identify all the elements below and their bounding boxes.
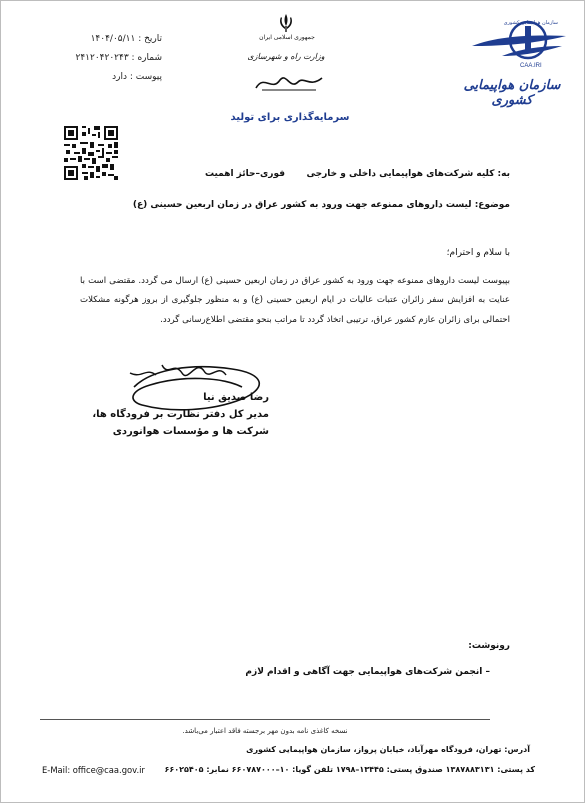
iran-emblem-icon — [276, 12, 296, 34]
logo-caption: CAA.IRI — [520, 63, 542, 69]
urgency-label: فوری–حائز اهمیت — [204, 169, 285, 179]
subject-line: موضوع: لیست داروهای ممنوعه جهت ورود به کشور عراق در زمان اربعین حسینی (ع) — [132, 200, 510, 210]
emblem-caption: جمهوری اسلامی ایران — [259, 34, 315, 41]
footer-contact: کد پستی: ۱۳۸۷۸۸۳۱۳۱ صندوق پستی: ۱۳۴۴۵–۱۷۹۸ تلفن گویا: ۱۰–۶۶۰۷۸۷۰۰۰ نمابر: ۶۶۰۲۵۴۰۵ — [164, 765, 535, 774]
footer-divider — [40, 719, 490, 720]
letter-meta — [12, 30, 162, 87]
org-name: سازمان هواپیمایی کشوری — [463, 78, 561, 108]
footer-email[interactable]: E-Mail: office@caa.gov.ir — [42, 765, 145, 775]
header-calligraphy — [250, 68, 330, 96]
qr-code-icon — [62, 124, 120, 182]
letter-date: تاریخ : ۱۴۰۴/۰۵/۱۱ — [90, 34, 162, 44]
signer-title-line1: مدیر کل دفتر نظارت بر فرودگاه ها، — [92, 409, 269, 420]
signer-title-line2: شرکت ها و مؤسسات هوانوردی — [112, 426, 269, 437]
letter-attachment: پیوست : دارد — [112, 72, 162, 82]
signer-name: رضا صدیق نیا — [203, 392, 269, 403]
recipient-line: به: کلیه شرکت‌های هواپیمایی داخلی و خارجی — [306, 169, 510, 179]
letter-number: شماره : ۲۴۱۲۰۴۲۰۲۴۳ — [75, 53, 162, 63]
slogan: سرمایه‌گذاری برای تولید — [230, 112, 350, 123]
caa-logo-icon — [462, 16, 572, 70]
footer-note: نسخه کاغذی نامه بدون مهر برجسته فاقد اعتبار می‌باشد. — [182, 727, 348, 735]
ministry-name: وزارت راه و شهرسازی — [247, 52, 325, 61]
cc-item: – انجمن شرکت‌های هواپیمایی جهت آگاهی و اقدام لازم — [245, 667, 490, 677]
footer-address: آدرس: تهران، فرودگاه مهرآباد، خیابان پرواز، سازمان هواپیمایی کشوری — [246, 745, 530, 754]
logo-arabic-caption: سازمان هواپیمایی کشوری — [503, 20, 558, 26]
greeting: با سلام و احترام؛ — [446, 248, 510, 258]
letter-body: بپیوست لیست داروهای ممنوعه جهت ورود به کشور عراق در زمان اربعین حسینی (ع) ارسال می گردد. مقتضی است با عنایت به افزایش سفر زائران عتبات عالیات در ایام اربعین حسینی (ع) و به منظور جلوگیری از بروز هرگونه مشکلات احتمالی برای زائران عازم کشور عراق، ترتیبی اتخاذ گردد تا مراتب بنحو مقتضی اطلاع‌رسانی گردد. — [80, 276, 510, 325]
signer-block — [69, 389, 269, 440]
cc-title: رونوشت: — [468, 641, 510, 651]
